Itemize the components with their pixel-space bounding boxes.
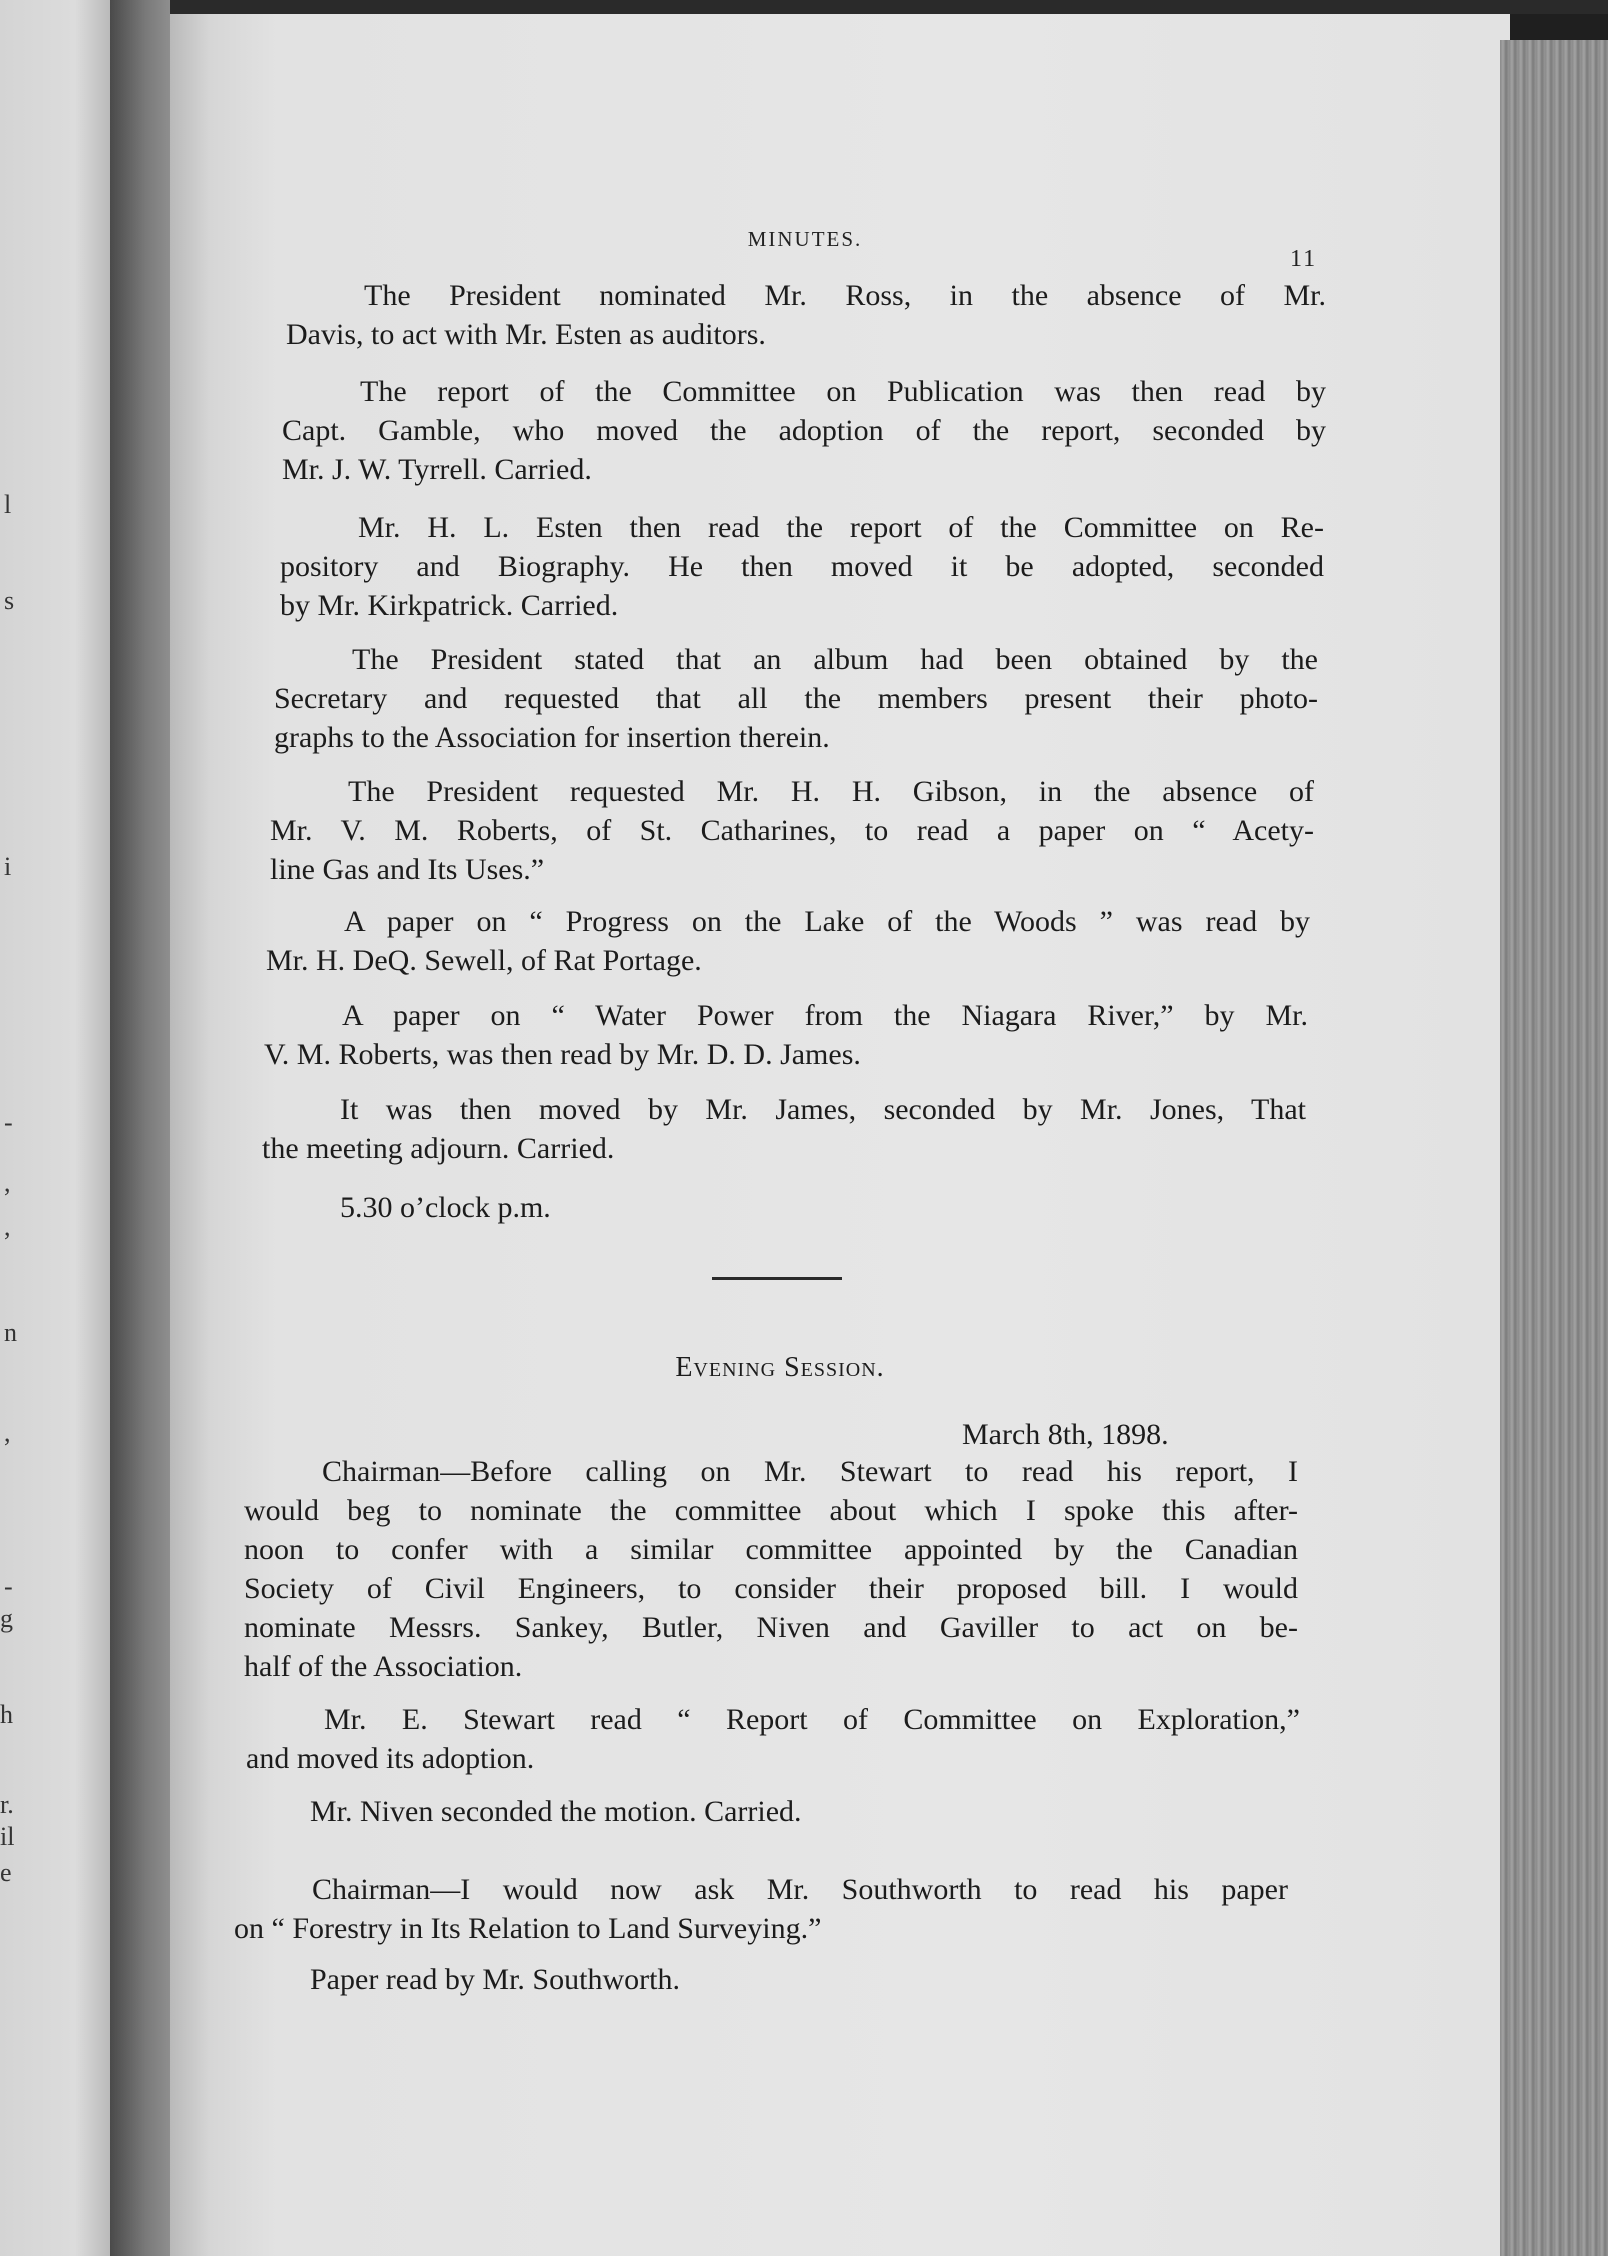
session-date: March 8th, 1898. [962,1418,1169,1451]
text-line: by Mr. Kirkpatrick. Carried. [280,589,619,622]
left-page-fragment: l [4,490,12,519]
page-edges-stack [1500,40,1608,2256]
left-page-fragment: , [4,1212,11,1241]
page-number: 11 [1290,246,1318,272]
paragraph-lake-of-the-woods [266,902,1310,980]
left-page-fragment: r. [0,1790,14,1819]
text-line: V. M. Roberts, was then read by Mr. D. D. James. [264,1038,861,1071]
text-line: The President nominated Mr. Ross, in the absence of Mr. [364,279,1326,312]
text-line: Mr. H. DeQ. Sewell, of Rat Portage. [266,944,702,977]
text-line: line Gas and Its Uses.” [270,853,545,886]
text-line: pository and Biography. He then moved it be adopted, seconded [280,550,1324,583]
left-page-fragment: - [4,1108,13,1137]
text-line: A paper on “ Water Power from the Niagara River,” by Mr. [342,999,1308,1032]
paragraph-repository-biography [280,508,1324,625]
text-line: Chairman—I would now ask Mr. Southworth to read his paper [312,1873,1288,1906]
text-line: The President stated that an album had been obtained by the [352,643,1318,676]
paragraph-gibson-acetylene [270,772,1314,889]
text-line: Mr. E. Stewart read “ Report of Committee on Exploration,” [324,1703,1300,1736]
left-page-fragment: , [4,1168,11,1197]
text-line: Mr. Niven seconded the motion. Carried. [310,1795,802,1828]
text-line: The President requested Mr. H. H. Gibson, in the absence of [348,775,1314,808]
top-shadow [170,0,1608,14]
text-line: It was then moved by Mr. James, seconded by Mr. Jones, That [340,1093,1306,1126]
left-page-fragment: - [4,1572,13,1601]
text-line: 5.30 o’clock p.m. [340,1191,551,1224]
text-line: Society of Civil Engineers, to consider their proposed bill. I would [244,1572,1298,1605]
text-line: half of the Association. [244,1650,523,1683]
text-line: the meeting adjourn. Carried. [262,1132,615,1165]
text-line: Mr. H. L. Esten then read the report of the Committee on Re- [358,511,1324,544]
text-line: A paper on “ Progress on the Lake of the Woods ” was read by [344,905,1310,938]
paragraph-time [262,1188,1306,1227]
running-head: MINUTES. [747,227,863,251]
left-page-fragment: e [0,1858,12,1887]
paragraph-paper-read [232,1960,1286,1999]
text-line: on “ Forestry in Its Relation to Land Surveying.” [234,1912,822,1945]
left-page-fragment: s [4,586,15,615]
text-line: would beg to nominate the committee about which I spoke this after- [244,1494,1298,1527]
text-line: Paper read by Mr. Southworth. [310,1963,680,1996]
left-page-fragment: il [0,1822,15,1851]
paragraph-adjourn [262,1090,1306,1168]
paragraph-niagara-water-power [264,996,1308,1074]
text-line: graphs to the Association for insertion therein. [274,721,830,754]
section-heading-evening-session: Evening Session. [675,1352,885,1383]
text-line: Chairman—Before calling on Mr. Stewart to read his report, I [322,1455,1298,1488]
left-page-fragment: g [0,1604,13,1633]
text-line: Secretary and requested that all the members present their photo- [274,682,1318,715]
section-divider-rule [712,1277,842,1280]
left-page-fragment: n [4,1318,17,1347]
text-line: Davis, to act with Mr. Esten as auditors. [286,318,766,351]
text-line: and moved its adoption. [246,1742,535,1775]
left-page-fragment: h [0,1700,13,1729]
left-page-fragment: , [4,1418,11,1447]
text-line: Capt. Gamble, who moved the adoption of the report, seconded by [282,414,1326,447]
paragraph-niven-seconded [232,1792,1286,1831]
text-line: Mr. J. W. Tyrrell. Carried. [282,453,592,486]
left-page-fragment: i [4,852,12,881]
text-line: The report of the Committee on Publication was then read by [360,375,1326,408]
paragraph-album [274,640,1318,757]
paragraph-chairman-committee [244,1452,1298,1686]
paragraph-publication-committee [282,372,1326,489]
text-line: noon to confer with a similar committee appointed by the Canadian [244,1533,1298,1566]
paragraph-stewart-exploration [246,1700,1300,1778]
text-line: Mr. V. M. Roberts, of St. Catharines, to read a paper on “ Acety- [270,814,1314,847]
text-line: nominate Messrs. Sankey, Butler, Niven and Gaviller to act on be- [244,1611,1298,1644]
paragraph-auditors [286,276,1326,354]
paragraph-southworth-forestry [234,1870,1288,1948]
